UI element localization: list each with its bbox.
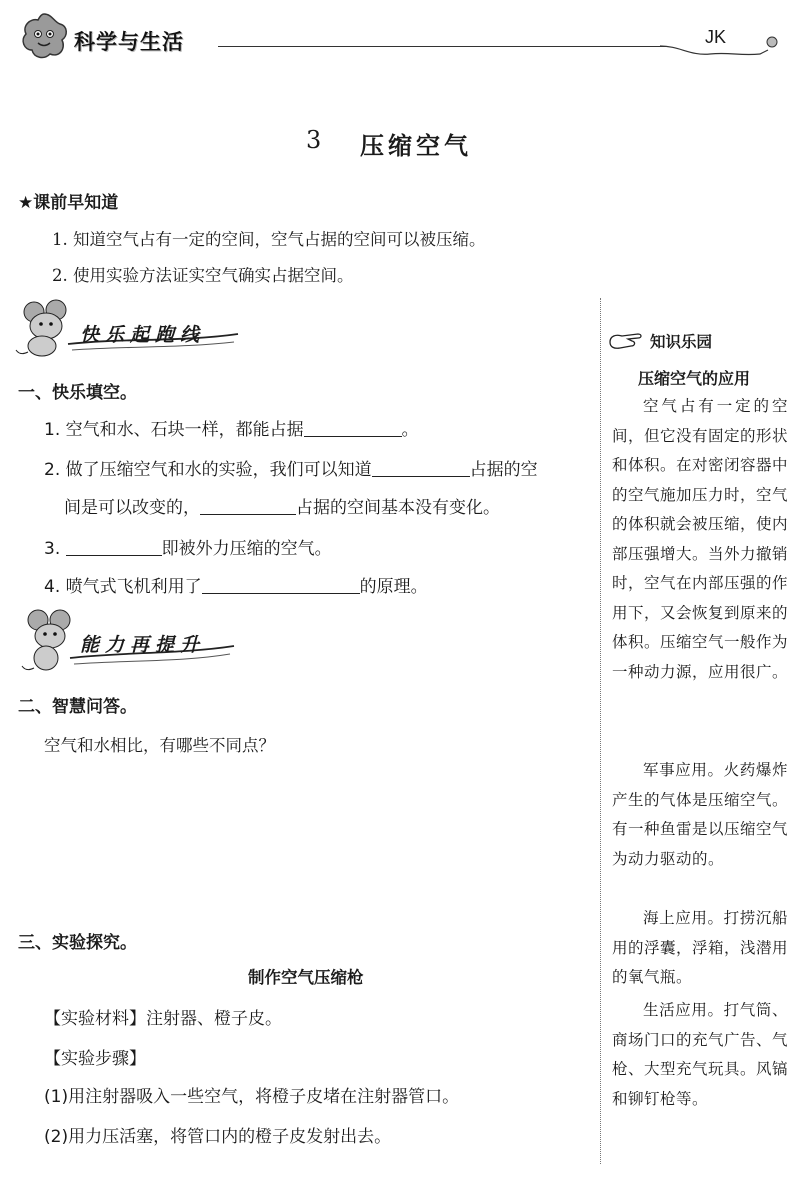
preview-item: 2. 使用实验方法证实空气确实占据空间。: [52, 266, 354, 285]
fill-question-3: 3. 即被外力压缩的空气。: [44, 539, 332, 559]
preview-item: 1. 知道空气占有一定的空间，空气占据的空间可以被压缩。: [52, 230, 486, 249]
lesson-number: 3: [306, 126, 322, 154]
column-divider: [600, 298, 601, 1164]
banner-label: 快乐起跑线: [80, 324, 206, 346]
answer-blank[interactable]: [66, 539, 162, 556]
preview-heading: ★课前早知道: [18, 193, 119, 213]
sidebar-paragraph: 空气占有一定的空间，但它没有固定的形状和体积。在对密闭容器中的空气施加压力时，空气的体积就会被压缩，使内部压强增大。当外力撤销时，空气在内部压强的作用下，又会恢复到原来的体积。压缩空气一般作为一种动力源，应用很广。: [612, 397, 789, 681]
section2-question: 空气和水相比，有哪些不同点？: [44, 736, 275, 755]
sidebar-paragraph: 生活应用。打气筒、商场门口的充气广告、气枪、大型充气玩具。风镐和铆钉枪等。: [612, 1001, 789, 1108]
experiment-title: 制作空气压缩枪: [248, 968, 364, 987]
edition-label: JK: [705, 27, 727, 47]
fill-question-4: 4. 喷气式飞机利用了 的原理。: [44, 577, 428, 597]
section2-heading: 二、智慧问答。: [18, 697, 137, 717]
sidebar-heading: 知识乐园: [650, 333, 713, 351]
answer-area[interactable]: [44, 768, 584, 918]
answer-blank[interactable]: [304, 420, 402, 437]
fill-question-2-cont: 间是可以改变的， 占据的空间基本没有变化。: [64, 498, 500, 518]
fill-question-1: 1. 空气和水、石块一样，都能占据 。: [44, 420, 419, 440]
series-title: 科学与生活: [74, 30, 184, 54]
sidebar-paragraph: 海上应用。打捞沉船用的浮囊，浮箱，浅潜用的氧气瓶。: [612, 909, 789, 986]
experiment-step: (2)用力压活塞，将管口内的橙子皮发射出去。: [44, 1127, 392, 1147]
answer-blank[interactable]: [202, 577, 360, 594]
answer-blank[interactable]: [372, 460, 470, 477]
pointing-hand-icon: [608, 328, 648, 354]
section3-heading: 三、实验探究。: [18, 933, 137, 953]
experiment-step: (1)用注射器吸入一些空气，将橙子皮堵在注射器管口。: [44, 1087, 460, 1107]
lesson-title: 压缩空气: [360, 131, 472, 160]
mascot-logo-icon: [18, 10, 70, 62]
fill-question-2: 2. 做了压缩空气和水的实验，我们可以知道 占据的空: [44, 460, 538, 480]
header-rule: [218, 46, 666, 47]
banner-label: 能力再提升: [80, 634, 206, 656]
section1-heading: 一、快乐填空。: [18, 383, 137, 403]
sidebar-title: 压缩空气的应用: [638, 369, 751, 388]
experiment-materials: 【实验材料】注射器、橙子皮。: [44, 1009, 282, 1029]
sidebar-paragraph: 军事应用。火药爆炸产生的气体是压缩空气。有一种鱼雷是以压缩空气为动力驱动的。: [612, 761, 789, 868]
experiment-steps-label: 【实验步骤】: [44, 1049, 146, 1069]
answer-blank[interactable]: [200, 498, 296, 515]
